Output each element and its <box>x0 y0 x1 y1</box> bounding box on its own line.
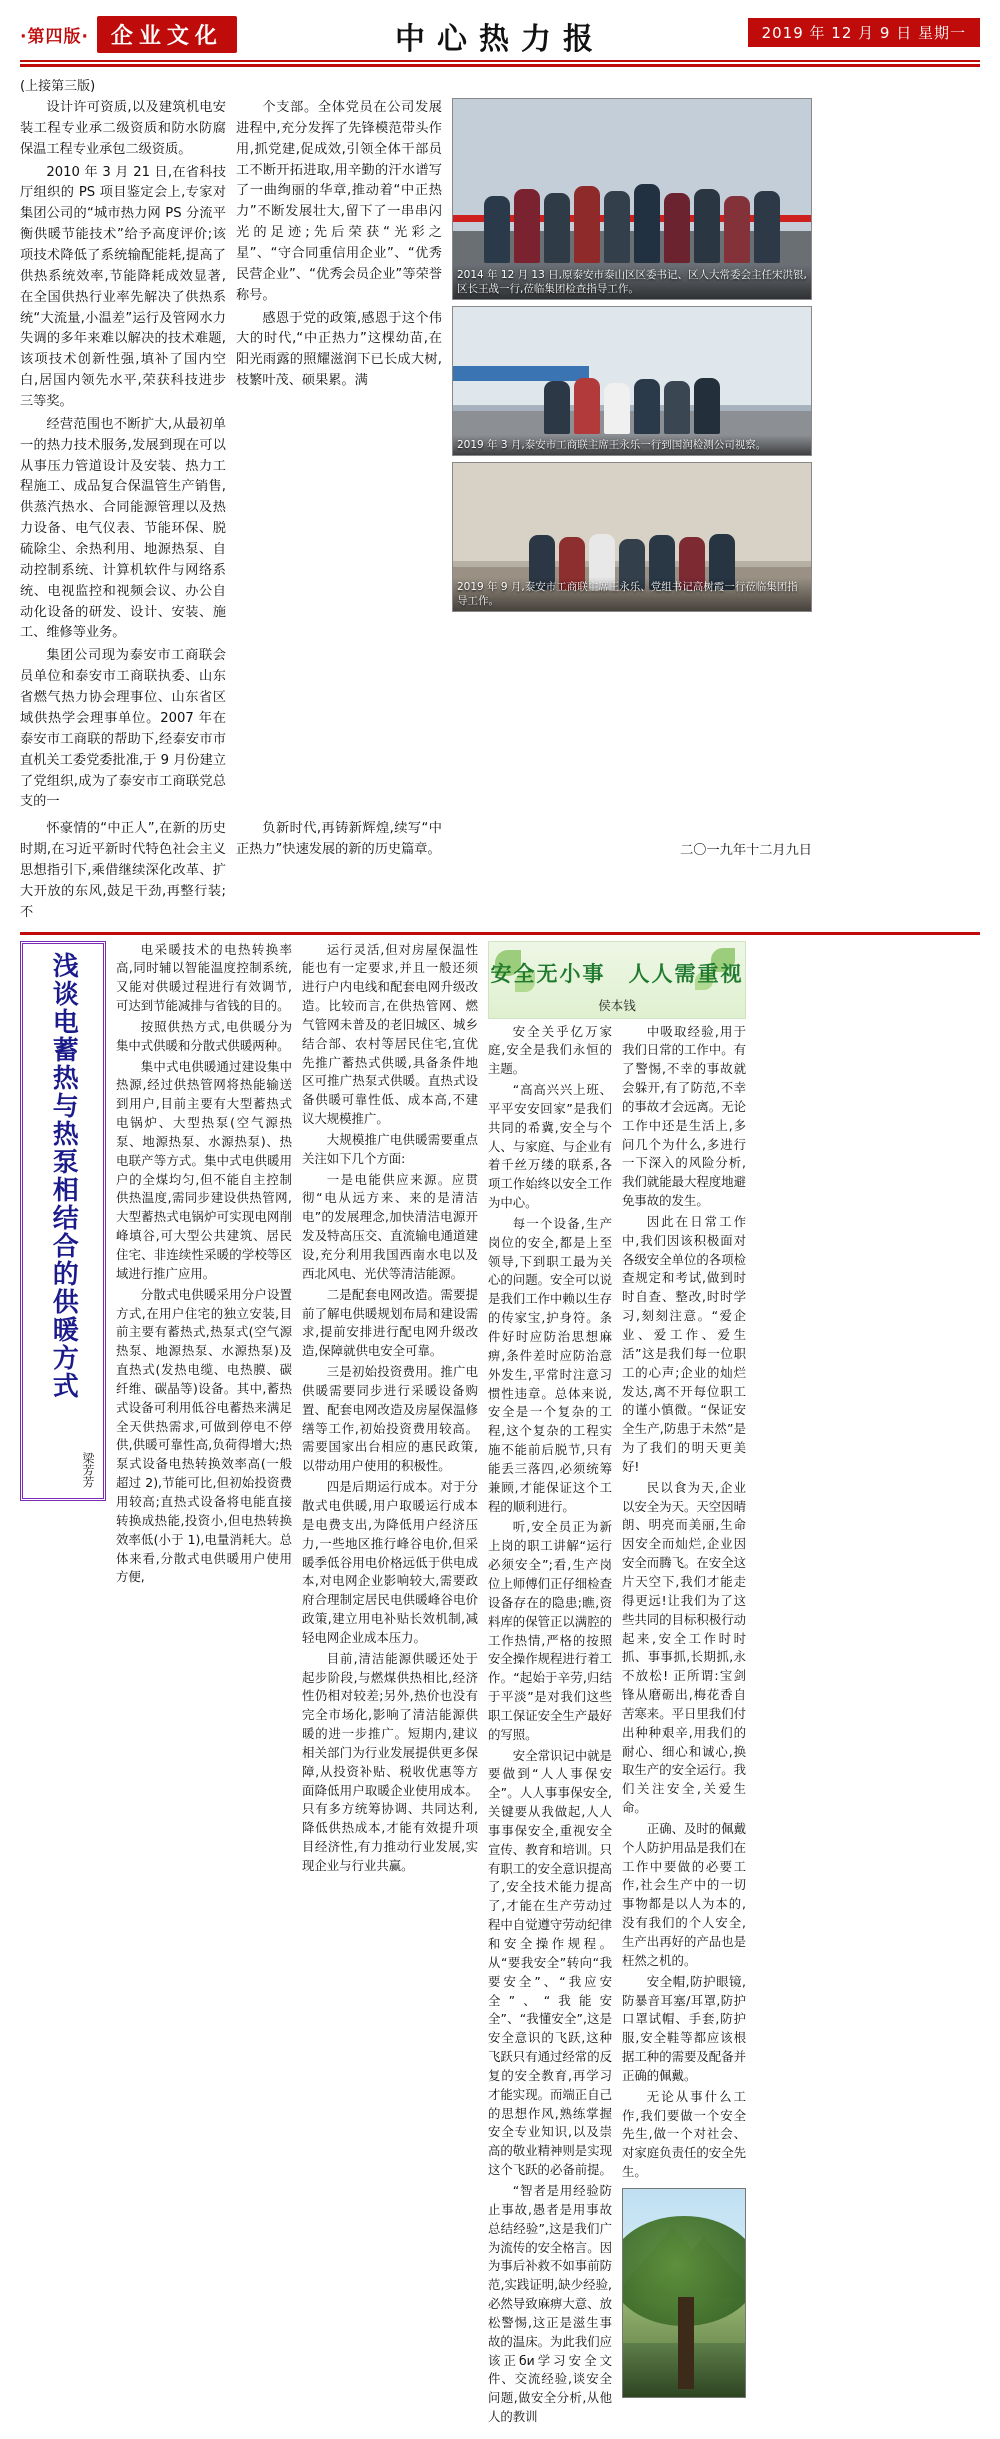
left-article-column-2 <box>302 941 478 2429</box>
article-signature: 二〇一九年十二月九日 <box>680 843 812 859</box>
paragraph: 按照供热方式,电供暖分为集中式供暖和分散式供暖两种。 <box>116 1018 292 1053</box>
section-title: 企业文化 <box>97 16 237 53</box>
paragraph: 一是电能供应来源。应贯彻“电从远方来、来的是清洁电”的发展理念,加快清洁电源开发及特高压交、直流输电通道建设,充分利用我国西南水电以及西北风电、光伏等清洁能源。 <box>302 1171 478 1281</box>
masthead-rule <box>20 64 980 67</box>
paragraph: 目前,清洁能源供暖还处于起步阶段,与燃煤供热相比,经济性仍相对较差;另外,热价也没有完全市场化,影响了清洁能源供暖的进一步推广。短期内,建议相关部门为行业发展提供更多保障,从投资补贴、税收优惠等方面降低用户取暖企业使用成本。只有多方统筹协调、共同达利,降低供热成本,才能有效提升项目经济性,有力推动行业发展,实现企业与行业共赢。 <box>302 1650 478 1874</box>
paragraph: 负新时代,再铸新辉煌,续写“中正热力”快速发展的新的历史篇章。 <box>236 821 442 858</box>
section-divider <box>20 932 980 935</box>
paper-title: 中心热力报 <box>395 22 605 57</box>
top-article-column-1 <box>20 98 226 815</box>
top-article <box>20 75 980 924</box>
right-article <box>488 941 746 2429</box>
top-article-tail <box>20 819 980 923</box>
continued-note: (上接第三版) <box>20 79 96 94</box>
paragraph: 安全关乎亿万家庭,安全是我们永恒的主题。 <box>488 1023 612 1077</box>
lower-section <box>20 941 980 2429</box>
masthead <box>20 14 980 62</box>
top-article-column-2 <box>236 98 442 815</box>
paragraph: 集中式电供暖通过建设集中热源,经过供热管网将热能输送到用户,目前主要有大型蓄热式电锅炉、大型热泵(空气源热泵、地源热泵、水源热泵)、热电联产等方式。集中式电供暖用户的全煤均匀,但不能自主控制供热温度,需同步建设供热管网,大型蓄热式电锅炉可实现电网削峰填谷,可大型公共建筑、居民住宅、非连续性采暖的学校等区域进行推广应用。 <box>116 1058 292 1281</box>
landscape-photo <box>622 2188 746 2398</box>
safety-banner <box>488 941 746 1019</box>
paragraph: 听,安全员正为新上岗的职工讲解“运行必须安全”;看,生产岗位上师傅们正仔细检查设备存在的隐患;瞧,资料库的保管正以满腔的工作热情,严格的按照安全操作规程进行着工作。“起始于辛劳,归结于平淡”是对我们这些职工保证安全生产最好的写照。 <box>488 1519 612 1742</box>
paragraph: 运行灵活,但对房屋保温性能也有一定要求,并且一般还须进行户内电线和配套电网升级改造。比较而言,在供热管网、燃气管网未普及的老旧城区、城乡结合部、农村等居民住宅,宜优先推广蓄热式供暖,具备条件地区可推广热泵式供暖。直热式设备供暖可靠性低、成本高,不建议大规模推广。 <box>302 941 478 1127</box>
tree-trunk <box>678 2297 694 2389</box>
tail-column-2 <box>236 819 442 923</box>
paragraph: 电采暖技术的电热转换率高,同时辅以智能温度控制系统,又能对供暖过程进行有效调节,可达到节能减排与省钱的目的。 <box>116 941 292 1014</box>
paragraph: 集团公司现为泰安市工商联会员单位和泰安市工商联执委、山东省燃气热力协会理事位、山东省区域供热学会理事单位。2007 年在泰安市工商联的帮助下,经泰安市市直机关工委党委批准,于 9 月份建立了党组织,成为了泰安市工商联党总支的一 <box>20 648 226 810</box>
paragraph: 2010 年 3 月 21 日,在省科技厅组织的 PS 项目鉴定会上,专家对集团公司的“城市热力网 PS 分流平衡供暖节能技术”给予高度评价;该项技术降低了系统输配能耗,提高了供热系统效率,节能降耗成效显著,在全国供热行业率先解决了供热系统“大流量,小温差”运行及管网水力失调的多年来难以解决的技术难题,该项技术创新性强,填补了国内空白,居国内领先水平,荣获科技进步三等奖。 <box>20 164 226 410</box>
paragraph: 民以食为天,企业以安全为天。天空因晴朗、明亮而美丽,生命因安全而灿烂,企业因安全而腾飞。在安全这片天空下,我们才能走得更远!让我们为了这些共同的目标积极行动起来,安全工作时时抓、事事抓,长期抓,永不放松! 正所谓:宝剑锋从磨砺出,梅花香自苦寒来。平日里我们付出种种艰辛,用我们的耐心、细心和诚心,换取生产的安全运行。我们关注安全,关爱生命。 <box>622 1479 746 1816</box>
paragraph: 每一个设备,生产岗位的安全,都是上至领导,下到职工最为关心的问题。安全可以说是我们工作中赖以生存的传家宝,护身符。条件好时应防治思想麻痹,条件差时应防治意外发生,平常时注意习惯性违章。总体来说,安全是一个复杂的工程,这个复杂的工程实施不能前后脱节,只有能丢三落四,必须统筹兼顾,才能保证这个工程的顺利进行。 <box>488 1215 612 1514</box>
paragraph: 分散式电供暖采用分户设置方式,在用户住宅的独立安装,目前主要有蓄热式,热泵式(空气源热泵、地源热泵、水源热泵)及直热式(发热电缆、电热膜、碳纤维、碳晶等)设备。其中,蓄热式设备可利用低谷电蓄热来满足全天供热需求,可做到停电不停供,供暖可靠性高,负荷得增大;热泵式设备电热转换效率高(一般超过 2),节能可比,但初始投资费用较高;直热式设备将电能直接转换成热能,投资小,但电热转换效率低(小于 1),电量消耗大。总体来看,分散式电供暖用户使用方便, <box>116 1286 292 1585</box>
right-article-column-1 <box>488 1023 612 2429</box>
paragraph: “高高兴兴上班、平平安安回家”是我们共同的希冀,安全与个人、与家庭、与企业有着千丝万缕的联系,各项工作始终以安全工作为中心。 <box>488 1082 612 1211</box>
paragraph: 经营范围也不断扩大,从最初单一的热力技术服务,发展到现在可以从事压力管道设计及安装、热力工程施工、成品复合保温管生产销售,供蒸汽热水、合同能源管理以及热力设备、电气仪表、节能环保、脱硫除尘、余热利用、地源热泵、自动控制系统、计算机软件与网络系统、电视监控和视频会议、办公自动化设备的研发、设计、安装、施工、维修等业务。 <box>20 416 226 641</box>
paragraph: 个支部。全体党员在公司发展进程中,充分发挥了先锋模范带头作用,抓党建,促成效,引领全体干部员工不断开拓进取,用辛勤的汗水谱写了一曲绚丽的华章,推动着“中正热力”不断发展壮大,留下了一串串闪光的足迹;先后荣获“光彩之星”、“守合同重信用企业”、“优秀民营企业”、“优秀会员企业”等荣誉称号。 <box>236 100 442 303</box>
paragraph: 二是配套电网改造。需要提前了解电供暖规划布局和建设需求,提前安排进行配电网升级改造,保障就供电安全可靠。 <box>302 1286 478 1359</box>
edition-label: ·第四版· <box>20 27 89 47</box>
paragraph: 安全常识记中就是要做到“人人事保安全”。人人事事保安全,关键要从我做起,人人事事保安全,重视安全宣传、教育和培训。只有职工的安全意识提高了,安全技术能力提高了,才能在生产劳动过程中自觉遵守劳动纪律和安全操作规程。从“要我安全”转向“我要安全”、“我应安全”、“我能安全”、“我懂安全”,这是安全意识的飞跃,这种飞跃只有通过经常的反复的安全教育,再学习才能实现。而端正自己的思想作风,熟练掌握安全专业知识,以及崇高的敬业精神则是实现这个飞跃的必备前提。 <box>488 1747 612 2178</box>
paragraph: 怀豪情的“中正人”,在新的历史时期,在习近平新时代特色社会主义思想指引下,乘借继续深化改革、扩大开放的东风,鼓足干劲,再整行装;不 <box>20 821 226 920</box>
photo-visit-2019-03 <box>452 306 812 456</box>
safety-banner-author: 侯本钱 <box>598 997 636 1013</box>
photo-scene <box>453 307 811 455</box>
paragraph: 大规模推广电供暖需要重点关注如下几个方面: <box>302 1131 478 1166</box>
photo-caption: 2014 年 12 月 13 日,原泰安市泰山区区委书记、区人大常委会主任宋洪银,区长王战一行,莅临集团检查指导工作。 <box>453 265 811 299</box>
paragraph: 三是初始投资费用。推广电供暖需要同步进行采暖设备购置、配套电网改造及房屋保温修缮等工作,初始投资费用较高。需要国家出台相应的惠民政策,以带动用户使用的积极性。 <box>302 1364 478 1474</box>
safety-banner-title: 安全无小事 人人需重视 <box>490 960 744 986</box>
paragraph: 安全帽,防护眼镜,防暴音耳塞/耳罩,防护口罩试帽、手套,防护服,安全鞋等都应该根据工种的需要及配备并正确的佩戴。 <box>622 1973 746 2083</box>
paragraph: 中吸取经验,用于我们日常的工作中。有了警惕,不幸的事故就会躲开,有了防范,不幸的事故才会远离。无论工作中还是生活上,多问几个为什么,多进行一下深入的风险分析,我们就能最大程度地避免事故的发生。 <box>622 1023 746 1209</box>
paragraph: 正确、及时的佩戴个人防护用品是我们在工作中要做的必要工作,社会生产中的一切事物都是以人为本的,没有我们的个人安全,生产出再好的产品也是枉然之机的。 <box>622 1820 746 1968</box>
photo-caption: 2019 年 9 月,泰安市工商联主席王永乐、党组书记高树霞一行莅临集团指导工作。 <box>453 577 811 611</box>
paragraph: “智者是用经验防止事故,愚者是用事故总结经验”,这是我们广为流传的安全格言。因为事后补救不如事前防范,实践证明,缺少经验,必然导致麻痹大意、放松警惕,这正是滋生事故的温床。为此我们应该正би学习安全文件、交流经验,谈安全问题,做安全分析,从他人的教训 <box>488 2182 612 2425</box>
right-article-column-2 <box>622 1023 746 2429</box>
paragraph: 因此在日常工作中,我们因该积极面对各级安全单位的各项检查规定和考试,做到时时自查、整改,时时学习,刻刻注意。“爱企业、爱工作、爱生活”这是我们每一位职工的心声;企业的灿烂发达,离不开每位职工的谨小慎微。“保证安全生产,防患于未然”是为了我们的明天更美好! <box>622 1213 746 1474</box>
photo-visit-2019-09 <box>452 462 812 612</box>
paragraph: 感恩于党的政策,感恩于这个伟大的时代,“中正热力”这棵幼苗,在阳光雨露的照耀滋润下已长成大树,枝繁叶茂、硕果累。满 <box>236 310 442 389</box>
left-article-author: 梁芳芳 <box>81 1451 95 1488</box>
paragraph: 四是后期运行成本。对于分散式电供暖,用户取暖运行成本是电费支出,为降低用户经济压力,一些地区推行峰谷电价,但采暖季低谷用电价格远低于供电成本,对电网企业影响较大,需要政府合理制定居民电供暖峰谷电价政策,建立用电补贴长效机制,减轻电网企业成本压力。 <box>302 1479 478 1645</box>
photo-caption: 2019 年 3 月,泰安市工商联主席王永乐一行到国润检测公司视察。 <box>453 435 811 455</box>
left-article-title-box <box>20 941 106 1501</box>
photo-column <box>452 98 812 815</box>
photo-visit-2014 <box>452 98 812 300</box>
left-article-title: 浅谈电蓄热与热泵相结合的供暖方式 <box>48 951 79 1400</box>
issue-date: 2019 年 12 月 9 日 星期一 <box>748 18 980 47</box>
paragraph: 无论从事什么工作,我们要做一个安全先生,做一个对社会、对家庭负责任的安全先生。 <box>622 2088 746 2180</box>
left-article-column-1 <box>116 941 292 2429</box>
paragraph: 设计许可资质,以及建筑机电安装工程专业承二级资质和防水防腐保温工程专业承包二级资质。 <box>20 100 226 157</box>
tail-column-1 <box>20 819 226 923</box>
